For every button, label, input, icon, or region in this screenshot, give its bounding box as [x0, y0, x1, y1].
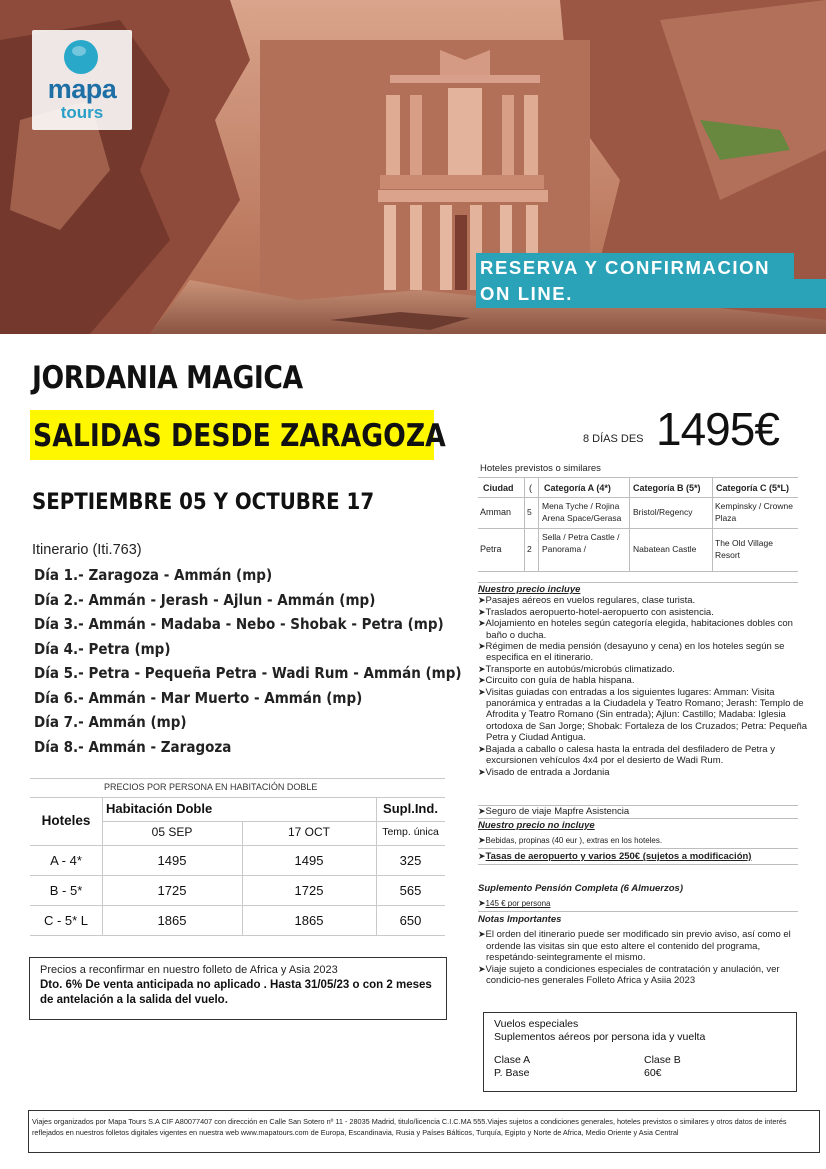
- important-section: [478, 914, 810, 986]
- supplement-item: [478, 898, 810, 909]
- excludes-section: [478, 820, 810, 847]
- important-heading: Notas Importantes: [478, 914, 562, 925]
- supplement-heading: Suplemento Pensión Completa (6 Almuerzos): [478, 883, 683, 894]
- itinerary-list: [34, 566, 509, 762]
- include-text: Régimen de media pensión (desayuno y cena) en los hoteles según se especifica en el itinerario.: [485, 641, 785, 664]
- itinerary-code: Itinerario (Iti.763): [32, 542, 142, 558]
- rule: [30, 778, 445, 779]
- arrow-icon: ➤: [478, 606, 486, 617]
- rule: [712, 477, 713, 571]
- flights-title: Vuelos especiales: [494, 1018, 579, 1030]
- hero-image: [0, 0, 826, 334]
- base-b-price: 60€: [644, 1067, 662, 1079]
- hotels-col-nights: (: [529, 483, 532, 493]
- trip-subtitle: SALIDAS DESDE ZARAGOZA: [33, 418, 446, 454]
- arrow-icon: ➤: [478, 963, 486, 974]
- online-booking-banner[interactable]: [476, 253, 826, 308]
- itinerary-day: Día 2.- Ammán - Jerash - Ajlun - Ammán (mp): [34, 590, 376, 609]
- hotel-nights: 5: [527, 507, 532, 517]
- includes-section: [478, 584, 810, 778]
- date-2: 17 OCT: [287, 825, 330, 839]
- section-divider: [478, 911, 798, 912]
- row-supl: 325: [399, 853, 422, 868]
- arrow-icon: ➤: [478, 929, 486, 940]
- include-item: [478, 687, 810, 744]
- price-note: Precios a reconfirmar en nuestro folleto de Africa y Asia 2023: [40, 964, 338, 976]
- rule: [524, 477, 525, 571]
- include-item: [478, 767, 810, 778]
- row-price: 1865: [157, 913, 187, 928]
- include-text: Traslados aeropuerto-hotel-aeropuerto con asistencia.: [485, 606, 714, 618]
- flights-base-row: [494, 1067, 786, 1080]
- hotel-cat-b: Bristol/Regency: [633, 507, 693, 517]
- itinerary-day: Día 5.- Petra - Pequeña Petra - Wadi Rum - Ammán (mp): [34, 664, 462, 682]
- hotel-cat-a: Mena Tyche / Rojina Arena Space/Gerasa: [542, 501, 622, 523]
- rule: [30, 845, 445, 846]
- exclude-item: [478, 835, 810, 846]
- col-supl: Supl.Ind.: [383, 801, 438, 816]
- supplement-text: 145 € por persona: [485, 899, 551, 909]
- departure-dates: SEPTIEMBRE 05 Y OCTUBRE 17: [32, 490, 375, 515]
- arrow-icon: ➤: [478, 766, 486, 777]
- arrow-icon: ➤: [478, 618, 486, 629]
- rule: [478, 571, 798, 572]
- class-b-label: Clase B: [644, 1054, 681, 1066]
- section-divider: [478, 582, 798, 583]
- hotel-city: Amman: [480, 507, 512, 517]
- base-label: P. Base: [494, 1067, 530, 1079]
- date-1: 05 SEP: [151, 825, 193, 839]
- rule: [30, 935, 445, 936]
- col-double: Habitación Doble: [106, 801, 213, 816]
- include-item: [478, 806, 810, 817]
- col-hotels: Hoteles: [41, 813, 91, 828]
- itinerary-day: Día 1.- Zaragoza - Ammán (mp): [34, 566, 273, 584]
- include-text: Alojamiento en hoteles según categoría elegida, habitaciones dobles con baño o ducha.: [485, 618, 793, 641]
- flights-subtitle: Suplementos aéreos por persona ida y vuelta: [494, 1031, 706, 1043]
- includes-heading: Nuestro precio incluye: [478, 584, 581, 595]
- row-supl: 650: [399, 913, 422, 928]
- row-cat: C - 5* L: [43, 913, 89, 928]
- row-cat: B - 5*: [49, 883, 83, 898]
- rule: [30, 797, 445, 798]
- include-text: Transporte en autobús/microbús climatizado.: [485, 663, 675, 675]
- section-divider: [478, 864, 798, 865]
- include-text: Circuito con guía de habla hispana.: [485, 675, 635, 687]
- supl-season: Temp. única: [382, 826, 439, 838]
- hotel-cat-c: Kempinsky / Crowne Plaza: [715, 501, 793, 523]
- flights-spacer: [494, 1044, 786, 1054]
- row-price: 1495: [157, 853, 187, 868]
- hotels-col-city: Ciudad: [483, 483, 514, 493]
- important-item: [478, 964, 810, 987]
- rule: [478, 497, 798, 498]
- airport-taxes: [478, 851, 810, 862]
- include-item: [478, 641, 810, 664]
- rule: [478, 528, 798, 529]
- hotel-city: Petra: [480, 544, 502, 554]
- include-item: [478, 607, 810, 618]
- include-text: Pasajes aéreos en vuelos regulares, clase turista.: [485, 595, 696, 607]
- important-item: [478, 929, 810, 963]
- arrow-icon: ➤: [478, 675, 486, 686]
- include-text: Visitas guiadas con entradas a los siguientes lugares: Amman: Visita panorámica y entradas a la Ciudadela y Teatro Romano; Jerash: Templo de Afrodita y Teatro Romano (Sin entrada); Ajlun: Castillo; Madaba: Iglesia ortodoxa de San Jorge; Shobak: Fortaleza de los Cruzados; Petra: Pequeña Petra y Ciudad Antigua.: [485, 686, 808, 744]
- arrow-icon: ➤: [478, 835, 486, 846]
- itinerary-day: Día 6.- Ammán - Mar Muerto - Ammán (mp): [34, 688, 363, 707]
- itinerary-day: Día 3.- Ammán - Madaba - Nebo - Shobak - Petra (mp): [34, 615, 444, 633]
- itinerary-day: Día 7.- Ammán (mp): [34, 713, 187, 731]
- hotels-caption: Hoteles previstos o similares: [480, 463, 601, 474]
- rule: [478, 477, 798, 478]
- mapa-tours-logo[interactable]: [32, 30, 132, 130]
- legal-footer: Viajes organizados por Mapa Tours S.A CIF A80077407 con dirección en Calle San Sotero nº 11 - 28035 Madrid, titulo/licencia C.I.C.MA 555.Viajes sujetos a condiciones generales, hoteles previstos o similares y otros datos de interés reflejados en nuestros folletos digitales vigentes en nuestra web www.mapatours.com de Europa, Escandinavia, Rusia y Países Bálticos, Turquía, Egipto y Norte de Africa, Medio Oriente y Asia Central: [28, 1110, 820, 1153]
- days-label: 8 DÍAS DES: [583, 433, 644, 445]
- banner-line1: RESERVA Y CONFIRMACION: [480, 257, 771, 278]
- rule: [30, 875, 445, 876]
- include-item: [478, 664, 810, 675]
- arrow-icon: ➤: [478, 686, 486, 697]
- hotels-col-b: Categoría B (5*): [633, 483, 701, 493]
- row-price: 1725: [294, 883, 324, 898]
- exclude-text: Tasas de aeropuerto y varios 250€ (sujetos a modificación): [485, 851, 752, 862]
- arrow-icon: ➤: [478, 898, 486, 909]
- exclude-item: [478, 851, 810, 862]
- trip-title: JORDANIA MAGICA: [32, 360, 303, 396]
- hotel-cat-a: Sella / Petra Castle / Panorama /: [542, 532, 620, 554]
- arrow-icon: ➤: [478, 806, 486, 816]
- class-a-label: Clase A: [494, 1054, 531, 1066]
- arrow-icon: ➤: [478, 663, 486, 674]
- logo-globe-icon: [64, 40, 98, 74]
- include-text: Bajada a caballo o calesa hasta la entrada del desfiladero de Petra y excursionen vehículos 4x4 por el desierto de Wadi Rum.: [485, 743, 775, 767]
- important-text: Viaje sujeto a condiciones especiales de contratación y anulación, ver condicio-nes generales Folleto Africa y Asiia 2023: [485, 963, 780, 987]
- arrow-icon: ➤: [478, 851, 486, 861]
- arrow-icon: ➤: [478, 641, 486, 652]
- important-text: El orden del itinerario puede ser modificado sin previo aviso, así como el ordende las visitas sin que esto altere el contenido del programa, respetándo·seintegramente el mismo.: [485, 929, 791, 964]
- include-item: [478, 675, 810, 686]
- arrow-icon: ➤: [478, 595, 486, 606]
- row-price: 1725: [157, 883, 187, 898]
- arrow-icon: ➤: [478, 743, 486, 754]
- rule: [538, 477, 539, 571]
- hotel-cat-b: Nabatean Castle: [633, 544, 697, 554]
- include-text: Visado de entrada a Jordania: [485, 766, 610, 778]
- flights-class-row: [494, 1054, 786, 1067]
- include-item: [478, 618, 810, 641]
- exclude-text: Bebidas, propinas (40 eur ), extras en los hoteles.: [485, 836, 663, 846]
- hotel-nights: 2: [527, 544, 532, 554]
- section-divider: [478, 848, 798, 849]
- rule: [102, 821, 445, 822]
- insurance-line: [478, 806, 810, 817]
- row-supl: 565: [399, 883, 422, 898]
- discount-note: Dto. 6% De venta anticipada no aplicado . Hasta 31/05/23 o con 2 meses de antelación a la salida del vuelo.: [40, 979, 432, 1006]
- supplement-section: [478, 883, 810, 910]
- row-cat: A - 4*: [50, 853, 82, 868]
- hotel-cat-c: The Old Village Resort: [715, 538, 773, 560]
- excludes-heading: Nuestro precio no incluye: [478, 820, 595, 831]
- section-divider: [478, 818, 798, 819]
- logo-subword: tours: [60, 103, 104, 122]
- price-table-caption: PRECIOS POR PERSONA EN HABITACIÓN DOBLE: [104, 782, 318, 792]
- include-item: [478, 744, 810, 767]
- itinerary-day: Día 8.- Ammán - Zaragoza: [34, 737, 232, 756]
- hotels-col-a: Categoría A (4*): [544, 483, 611, 493]
- include-item: [478, 595, 810, 606]
- hotels-col-c: Categoría C (5*L): [716, 483, 790, 493]
- logo-word: mapa: [47, 74, 117, 104]
- rule: [629, 477, 630, 571]
- price-notes-box: [29, 957, 447, 1020]
- row-price: 1495: [294, 853, 324, 868]
- row-price: 1865: [294, 913, 324, 928]
- rule: [30, 905, 445, 906]
- price-from: 1495€: [656, 403, 779, 455]
- special-flights-box: [483, 1012, 797, 1092]
- banner-line2: ON LINE.: [480, 283, 573, 304]
- itinerary-day: Día 4.- Petra (mp): [34, 639, 171, 658]
- include-text: Seguro de viaje Mapfre Asistencia: [485, 806, 630, 817]
